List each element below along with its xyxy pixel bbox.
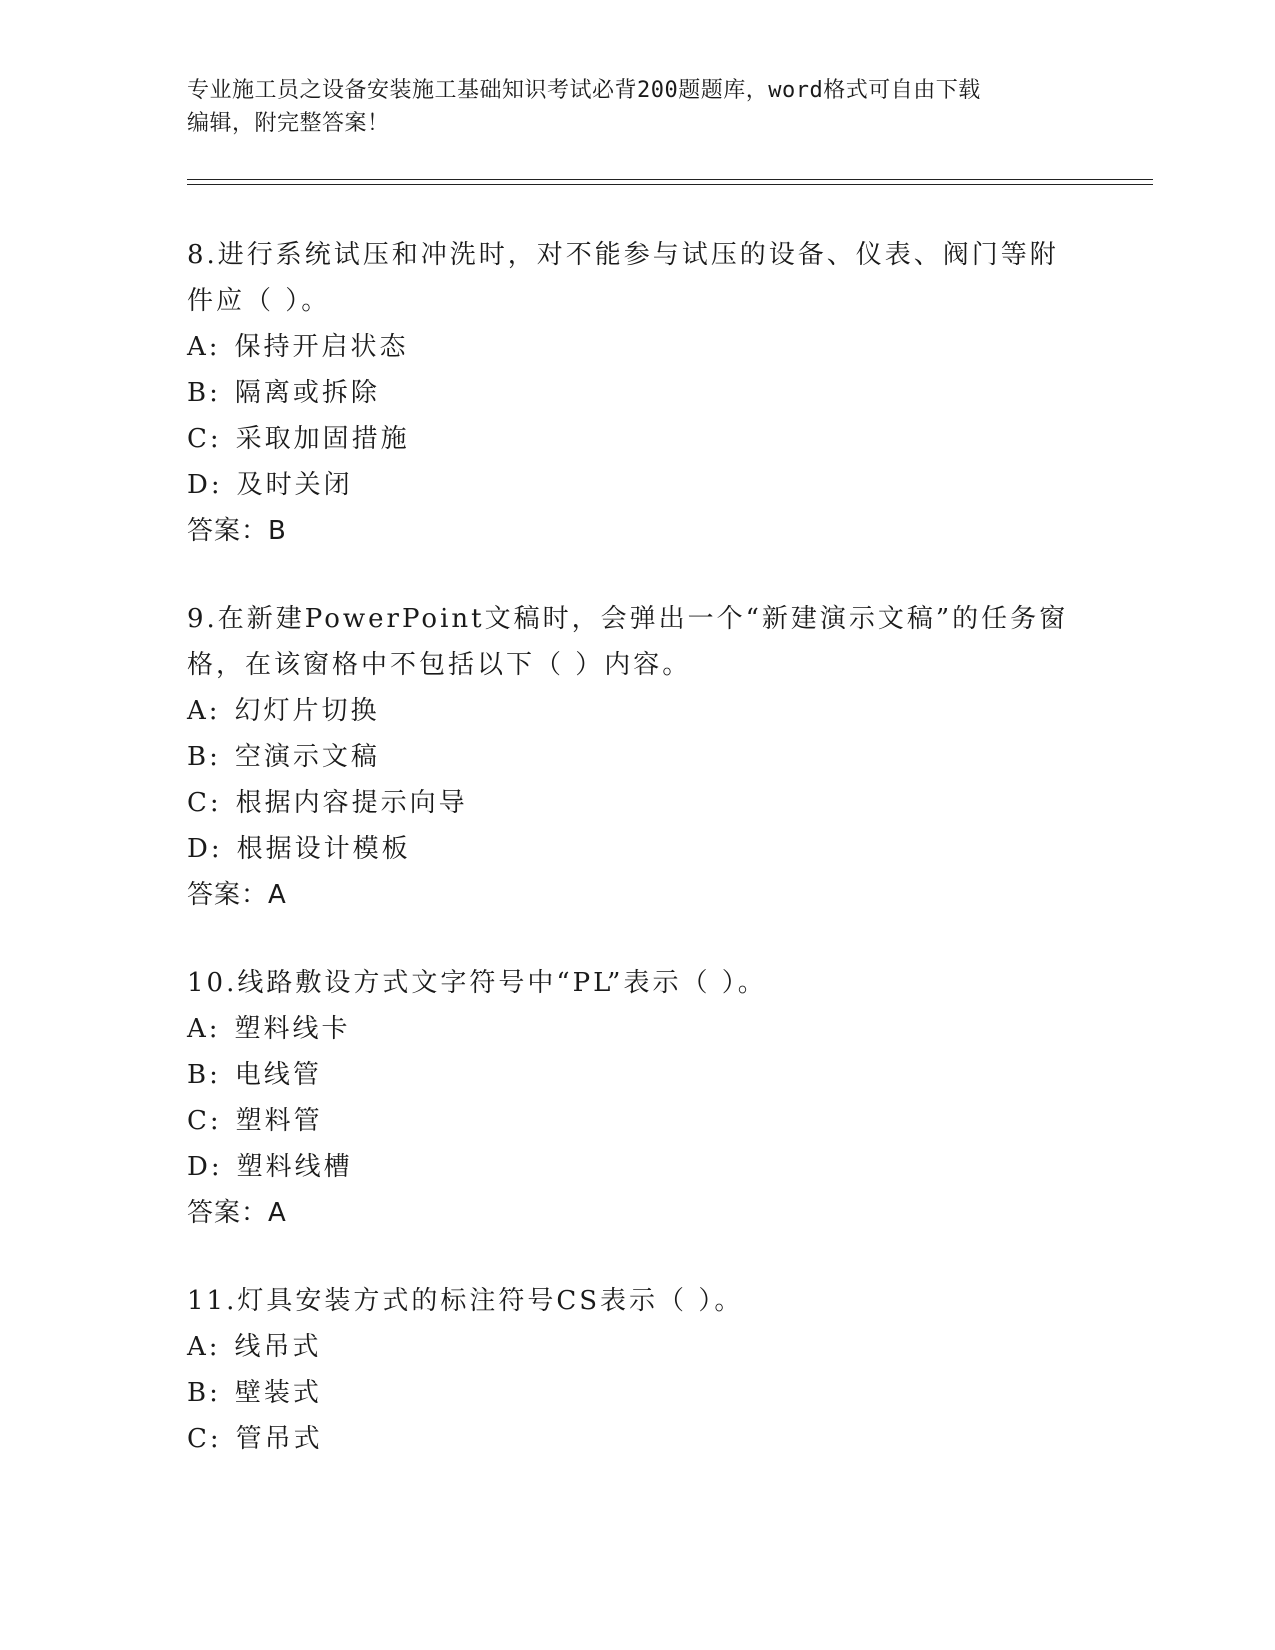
option-text: 采取加固措施 [235, 424, 410, 454]
option-letter: C: [187, 424, 222, 454]
option-letter: A: [187, 332, 221, 362]
question-stem-line: 10.线路敷设方式文字符号中“PL”表示（ ）。 [187, 968, 767, 998]
option-c [187, 1416, 1087, 1462]
answer-label: 答案： [187, 516, 269, 546]
option-text: 电线管 [234, 1060, 322, 1090]
question-stem-line: 9.在新建PowerPoint文稿时，会弹出一个“新建演示文稿”的任务窗 [187, 604, 1069, 634]
option-d [187, 1144, 1087, 1190]
option-letter: C: [187, 1106, 222, 1136]
option-a [187, 1006, 1087, 1052]
answer-value: B [268, 516, 287, 546]
option-text: 塑料管 [235, 1106, 323, 1136]
question-stem-line: 11.灯具安装方式的标注符号CS表示（ ）。 [187, 1286, 744, 1316]
option-b [187, 1370, 1087, 1416]
option-text: 管吊式 [235, 1424, 323, 1454]
option-text: 根据设计模板 [236, 834, 411, 864]
question-stem-line: 格，在该窗格中不包括以下（ ）内容。 [187, 650, 692, 680]
answer-line [187, 872, 1087, 918]
header-line-2: 编辑，附完整答案！ [187, 111, 390, 136]
option-text: 线吊式 [234, 1332, 322, 1362]
option-letter: D: [187, 834, 223, 864]
option-a [187, 1324, 1087, 1370]
option-text: 及时关闭 [236, 470, 353, 500]
option-b [187, 1052, 1087, 1098]
question-stem [187, 960, 1087, 1006]
option-letter: A: [187, 1332, 221, 1362]
question-9 [187, 596, 1087, 918]
option-text: 空演示文稿 [234, 742, 380, 772]
option-a [187, 324, 1087, 370]
question-8 [187, 232, 1087, 554]
option-letter: D: [187, 1152, 223, 1182]
answer-line [187, 1190, 1087, 1236]
option-b [187, 734, 1087, 780]
option-letter: C: [187, 1424, 222, 1454]
question-stem-line: 件应（ ）。 [187, 286, 331, 316]
answer-line [187, 508, 1087, 554]
document-header [187, 74, 1087, 140]
question-stem-line: 8.进行系统试压和冲洗时，对不能参与试压的设备、仪表、阀门等附 [187, 240, 1059, 270]
question-11 [187, 1278, 1087, 1462]
question-stem [187, 1278, 1087, 1324]
option-letter: A: [187, 1014, 221, 1044]
option-a [187, 688, 1087, 734]
header-divider-bottom [187, 184, 1153, 185]
answer-label: 答案： [187, 880, 269, 910]
option-letter: B: [187, 1378, 221, 1408]
option-c [187, 780, 1087, 826]
option-text: 壁装式 [234, 1378, 322, 1408]
answer-label: 答案： [187, 1198, 269, 1228]
option-letter: B: [187, 742, 221, 772]
option-letter: B: [187, 1060, 221, 1090]
option-d [187, 826, 1087, 872]
option-letter: A: [187, 696, 221, 726]
option-c [187, 1098, 1087, 1144]
option-text: 保持开启状态 [234, 332, 409, 362]
option-d [187, 462, 1087, 508]
answer-value: A [268, 1198, 287, 1228]
question-stem [187, 596, 1087, 688]
option-c [187, 416, 1087, 462]
question-10 [187, 960, 1087, 1236]
option-letter: B: [187, 378, 221, 408]
answer-value: A [268, 880, 287, 910]
option-text: 隔离或拆除 [234, 378, 380, 408]
option-text: 根据内容提示向导 [235, 788, 468, 818]
option-letter: D: [187, 470, 223, 500]
option-b [187, 370, 1087, 416]
header-line-1: 专业施工员之设备安装施工基础知识考试必背200题题库，word格式可自由下载 [187, 78, 981, 103]
option-text: 塑料线卡 [234, 1014, 351, 1044]
option-text: 塑料线槽 [236, 1152, 353, 1182]
option-text: 幻灯片切换 [234, 696, 380, 726]
option-letter: C: [187, 788, 222, 818]
header-divider-top [187, 179, 1153, 180]
question-stem [187, 232, 1087, 324]
